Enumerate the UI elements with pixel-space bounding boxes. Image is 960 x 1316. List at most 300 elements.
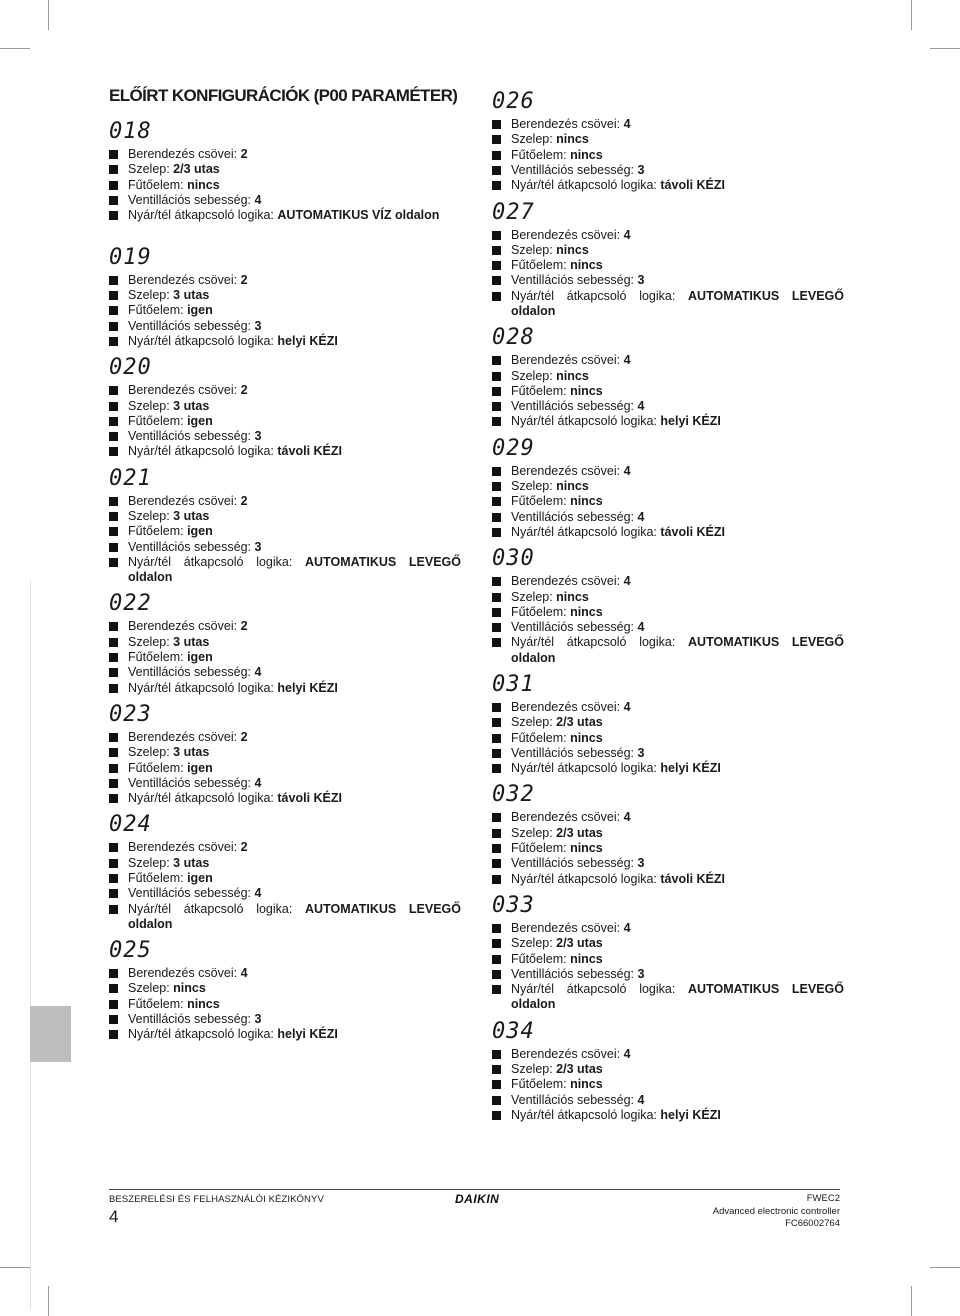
item-value: 2	[240, 493, 248, 508]
config-item	[492, 700, 844, 715]
bullet-icon	[109, 386, 118, 395]
item-label: Berendezés csövei:	[511, 117, 624, 131]
item-label: Nyár/tél átkapcsoló logika:	[128, 333, 278, 348]
bullet-icon	[492, 718, 501, 727]
item-value: 3 utas	[173, 745, 210, 760]
item-value: 3	[637, 745, 645, 760]
daikin-logo: DAIKIN	[455, 1192, 500, 1206]
bullet-icon	[492, 231, 501, 240]
item-label: Nyár/tél átkapcsoló logika:	[511, 982, 689, 997]
bullet-icon	[109, 733, 118, 742]
item-value: nincs	[187, 177, 220, 192]
bullet-icon	[492, 939, 501, 948]
config-item	[109, 208, 461, 223]
config-item	[109, 178, 461, 193]
item-value: 2	[240, 729, 248, 744]
config-code: 022	[109, 591, 152, 617]
item-label: Berendezés csövei:	[511, 699, 624, 714]
crop-mark	[48, 0, 49, 30]
crop-mark	[911, 1286, 912, 1316]
crop-mark	[930, 1267, 960, 1268]
item-value: 2/3 utas	[556, 1061, 603, 1076]
config-item	[492, 746, 844, 761]
bullet-icon	[492, 513, 501, 522]
item-value: igen	[187, 650, 213, 664]
config-item	[109, 193, 461, 208]
item-label: Fűtőelem:	[511, 730, 571, 745]
config-item	[109, 886, 461, 901]
item-value: AUTOMATIKUS LEVEGŐ oldalon	[128, 901, 461, 931]
config-item	[492, 590, 844, 605]
item-label: Fűtőelem:	[511, 1077, 571, 1092]
item-label: Berendezés csövei:	[128, 493, 241, 508]
chapter-tab	[30, 1006, 71, 1062]
item-label: Fűtőelem:	[511, 147, 571, 162]
bullet-icon	[492, 608, 501, 617]
item-value: 2	[240, 619, 248, 634]
item-label: Ventillációs sebesség:	[128, 886, 255, 901]
item-value: 3	[254, 429, 262, 444]
bullet-icon	[492, 764, 501, 773]
item-value: 3	[254, 539, 262, 554]
item-label: Szelep:	[511, 242, 557, 257]
item-value: AUTOMATIKUS LEVEGŐ oldalon	[511, 982, 844, 1012]
bullet-icon	[109, 558, 118, 567]
config-item	[492, 228, 844, 243]
item-value: 3	[637, 966, 645, 981]
item-label: Fűtőelem:	[511, 604, 571, 619]
item-label: Ventillációs sebesség:	[511, 745, 638, 760]
bullet-icon	[109, 684, 118, 693]
bullet-icon	[109, 905, 118, 914]
item-value: 4	[623, 810, 631, 825]
item-label: Fűtőelem:	[128, 871, 188, 885]
config-item	[109, 509, 461, 524]
config-item	[109, 776, 461, 791]
item-value: helyi KÉZI	[660, 1107, 721, 1122]
config-item	[109, 555, 461, 585]
config-code: 033	[492, 892, 535, 918]
config-item	[492, 872, 844, 887]
item-value: 4	[637, 399, 645, 414]
config-item	[492, 273, 844, 288]
bullet-icon	[109, 779, 118, 788]
bullet-icon	[109, 1015, 118, 1024]
item-label: Nyár/tél átkapcsoló logika:	[511, 414, 661, 429]
item-label: Berendezés csövei:	[128, 966, 241, 981]
item-label: Nyár/tél átkapcsoló logika:	[128, 208, 278, 223]
config-item	[492, 761, 844, 776]
item-value: helyi KÉZI	[660, 414, 721, 429]
config-item	[109, 745, 461, 760]
config-item	[492, 810, 844, 825]
doc-code: FC66002764	[785, 1218, 840, 1229]
config-item	[109, 761, 461, 776]
bullet-icon	[492, 135, 501, 144]
item-value: 3 utas	[173, 855, 210, 870]
bullet-icon	[492, 859, 501, 868]
item-label: Berendezés csövei:	[128, 840, 241, 855]
bullet-icon	[492, 875, 501, 884]
config-item	[109, 966, 461, 981]
item-value: 3 utas	[173, 398, 210, 413]
item-label: Berendezés csövei:	[128, 729, 241, 744]
item-value: 3	[254, 318, 262, 333]
item-label: Nyár/tél átkapcsoló logika:	[128, 791, 278, 806]
crop-mark	[48, 1286, 49, 1316]
bullet-icon	[109, 1030, 118, 1039]
item-value: AUTOMATIKUS LEVEGŐ oldalon	[511, 635, 844, 665]
item-value: igen	[187, 413, 213, 428]
bullet-icon	[109, 1000, 118, 1009]
config-item	[109, 856, 461, 871]
config-item	[492, 289, 844, 319]
item-label: Nyár/tél átkapcsoló logika:	[128, 554, 306, 569]
config-item	[492, 163, 844, 178]
config-item	[492, 826, 844, 841]
item-value: 4	[254, 665, 262, 680]
item-value: 3	[637, 273, 645, 288]
item-value: igen	[187, 524, 213, 539]
config-code: 023	[109, 701, 152, 727]
item-label: Fűtőelem:	[128, 303, 188, 318]
config-item	[109, 619, 461, 634]
item-label: Fűtőelem:	[511, 951, 571, 966]
config-item	[492, 1093, 844, 1108]
item-value: AUTOMATIKUS VÍZ oldalon	[277, 208, 440, 223]
item-label: Szelep:	[511, 1061, 557, 1076]
bullet-icon	[492, 528, 501, 537]
config-item	[109, 319, 461, 334]
item-value: igen	[187, 303, 213, 318]
config-item	[109, 383, 461, 398]
config-item	[492, 414, 844, 429]
bullet-icon	[109, 874, 118, 883]
item-label: Fűtőelem:	[511, 383, 571, 398]
item-label: Ventillációs sebesség:	[128, 318, 255, 333]
item-value: nincs	[570, 730, 603, 745]
item-label: Nyár/tél átkapcsoló logika:	[511, 524, 661, 539]
crop-mark	[0, 1267, 30, 1268]
bullet-icon	[109, 969, 118, 978]
bullet-icon	[109, 543, 118, 552]
item-value: 3	[637, 856, 645, 871]
item-value: 2	[240, 272, 248, 287]
bullet-icon	[109, 764, 118, 773]
config-item	[492, 510, 844, 525]
item-value: helyi KÉZI	[660, 761, 721, 776]
bullet-icon	[492, 1065, 501, 1074]
config-item	[492, 399, 844, 414]
config-code: 025	[109, 938, 152, 964]
item-value: távoli KÉZI	[277, 791, 342, 806]
item-label: Nyár/tél átkapcsoló logika:	[511, 635, 689, 650]
config-item	[109, 840, 461, 855]
config-item	[492, 635, 844, 665]
item-label: Ventillációs sebesség:	[511, 1092, 638, 1107]
config-item	[492, 856, 844, 871]
item-label: Fűtőelem:	[511, 841, 571, 855]
bullet-icon	[109, 432, 118, 441]
config-item	[109, 414, 461, 429]
item-label: Fűtőelem:	[511, 494, 571, 509]
item-value: AUTOMATIKUS LEVEGŐ oldalon	[511, 288, 844, 318]
bullet-icon	[109, 843, 118, 852]
item-value: nincs	[570, 841, 603, 855]
config-item	[109, 444, 461, 459]
config-item	[492, 479, 844, 494]
item-value: 3	[637, 162, 645, 177]
item-value: 3 utas	[173, 288, 210, 302]
item-label: Nyár/tél átkapcsoló logika:	[511, 871, 661, 886]
crop-mark	[911, 0, 912, 30]
item-label: Berendezés csövei:	[511, 463, 624, 478]
item-label: Fűtőelem:	[128, 524, 188, 539]
bullet-icon	[492, 372, 501, 381]
item-value: 4	[254, 886, 262, 901]
footer-info	[640, 1193, 840, 1231]
item-value: helyi KÉZI	[277, 333, 338, 348]
bullet-icon	[492, 387, 501, 396]
product-name: Advanced electronic controller	[712, 1205, 840, 1217]
item-value: 4	[623, 920, 631, 935]
item-value: 4	[637, 620, 645, 635]
item-label: Szelep:	[128, 509, 174, 523]
footer-rule	[109, 1189, 840, 1190]
bullet-icon	[492, 703, 501, 712]
item-label: Szelep:	[511, 715, 557, 730]
bullet-icon	[492, 749, 501, 758]
item-label: Berendezés csövei:	[511, 227, 624, 242]
config-item	[492, 967, 844, 982]
config-code: 020	[109, 355, 152, 381]
item-label: Ventillációs sebesség:	[128, 775, 255, 790]
bullet-icon	[109, 276, 118, 285]
item-value: távoli KÉZI	[660, 178, 725, 193]
config-code: 026	[492, 89, 535, 114]
item-label: Berendezés csövei:	[511, 810, 624, 825]
item-label: Fűtőelem:	[128, 650, 188, 664]
bullet-icon	[492, 482, 501, 491]
bullet-icon	[492, 1096, 501, 1105]
item-value: nincs	[556, 132, 589, 147]
config-item	[492, 464, 844, 479]
item-value: helyi KÉZI	[277, 1027, 338, 1042]
config-item	[492, 952, 844, 967]
item-label: Szelep:	[128, 745, 174, 760]
item-label: Fűtőelem:	[511, 258, 571, 273]
config-item	[109, 494, 461, 509]
config-item	[109, 334, 461, 349]
bullet-icon	[492, 246, 501, 255]
item-value: helyi KÉZI	[277, 680, 338, 695]
config-item	[109, 540, 461, 555]
config-item	[492, 525, 844, 540]
bullet-icon	[492, 924, 501, 933]
bullet-icon	[109, 794, 118, 803]
margin-line	[30, 580, 31, 1310]
bullet-icon	[109, 984, 118, 993]
item-label: Nyár/tél átkapcsoló logika:	[128, 901, 306, 916]
item-label: Ventillációs sebesség:	[511, 509, 638, 524]
bullet-icon	[492, 955, 501, 964]
item-label: Szelep:	[511, 368, 557, 383]
bullet-icon	[492, 356, 501, 365]
bullet-icon	[109, 211, 118, 220]
bullet-icon	[492, 467, 501, 476]
config-item	[492, 148, 844, 163]
config-item	[492, 982, 844, 1012]
item-value: 4	[623, 574, 631, 589]
bullet-icon	[492, 261, 501, 270]
config-code: 021	[109, 465, 152, 491]
item-value: 4	[637, 1092, 645, 1107]
bullet-icon	[492, 417, 501, 426]
bullet-icon	[109, 322, 118, 331]
config-item	[109, 429, 461, 444]
item-value: igen	[187, 871, 213, 885]
config-item	[109, 635, 461, 650]
item-label: Szelep:	[128, 634, 174, 649]
item-label: Ventillációs sebesség:	[511, 856, 638, 871]
config-item	[492, 117, 844, 132]
config-item	[492, 243, 844, 258]
config-item	[109, 902, 461, 932]
item-value: 4	[623, 1046, 631, 1061]
item-value: nincs	[570, 951, 603, 966]
item-value: 3	[254, 1012, 262, 1026]
config-item	[492, 731, 844, 746]
bullet-icon	[492, 497, 501, 506]
bullet-icon	[492, 638, 501, 647]
item-value: igen	[187, 760, 213, 775]
crop-mark	[930, 48, 960, 49]
item-label: Fűtőelem:	[128, 177, 188, 192]
item-label: Fűtőelem:	[128, 996, 188, 1011]
bullet-icon	[492, 276, 501, 285]
config-code: 032	[492, 782, 535, 808]
config-code: 019	[109, 244, 152, 270]
config-item	[492, 620, 844, 635]
bullet-icon	[109, 748, 118, 757]
item-label: Nyár/tél átkapcsoló logika:	[511, 761, 661, 776]
bullet-icon	[492, 402, 501, 411]
item-value: 2/3 utas	[556, 936, 603, 951]
item-label: Ventillációs sebesség:	[511, 273, 638, 288]
config-item	[492, 494, 844, 509]
config-item	[109, 524, 461, 539]
bullet-icon	[492, 1111, 501, 1120]
bullet-icon	[492, 166, 501, 175]
config-item	[492, 384, 844, 399]
item-label: Berendezés csövei:	[511, 574, 624, 589]
item-value: távoli KÉZI	[660, 871, 725, 886]
item-label: Ventillációs sebesség:	[511, 620, 638, 635]
item-label: Ventillációs sebesség:	[128, 1012, 255, 1026]
item-value: nincs	[570, 258, 603, 273]
item-label: Szelep:	[511, 825, 557, 840]
page-title: ELŐÍRT KONFIGURÁCIÓK (P00 PARAMÉTER)	[109, 86, 458, 105]
item-label: Berendezés csövei:	[128, 272, 241, 287]
item-value: 2	[240, 840, 248, 855]
item-label: Berendezés csövei:	[511, 353, 624, 368]
bullet-icon	[492, 1050, 501, 1059]
bullet-icon	[109, 165, 118, 174]
item-label: Nyár/tél átkapcsoló logika:	[511, 1107, 661, 1122]
config-item	[492, 921, 844, 936]
model-name: FWEC2	[806, 1193, 840, 1204]
item-label: Fűtőelem:	[128, 413, 188, 428]
config-item	[492, 605, 844, 620]
bullet-icon	[109, 497, 118, 506]
item-label: Berendezés csövei:	[128, 383, 241, 398]
item-value: nincs	[556, 589, 589, 604]
config-code: 029	[492, 435, 535, 461]
bullet-icon	[492, 623, 501, 632]
config-item	[492, 1047, 844, 1062]
item-value: nincs	[556, 479, 589, 493]
item-label: Nyár/tél átkapcsoló logika:	[128, 1027, 278, 1042]
item-label: Berendezés csövei:	[128, 619, 241, 634]
bullet-icon	[109, 653, 118, 662]
item-value: távoli KÉZI	[277, 444, 342, 459]
item-label: Berendezés csövei:	[128, 147, 241, 161]
config-code: 024	[109, 812, 152, 838]
config-item	[492, 715, 844, 730]
item-label: Berendezés csövei:	[511, 1046, 624, 1061]
bullet-icon	[109, 622, 118, 631]
bullet-icon	[492, 292, 501, 301]
config-item	[109, 871, 461, 886]
bullet-icon	[492, 813, 501, 822]
config-item	[109, 1027, 461, 1042]
item-label: Szelep:	[128, 981, 174, 996]
crop-mark	[0, 48, 30, 49]
item-label: Ventillációs sebesség:	[511, 966, 638, 981]
bullet-icon	[492, 120, 501, 129]
bullet-icon	[109, 306, 118, 315]
config-item	[109, 791, 461, 806]
item-value: 2/3 utas	[556, 715, 603, 730]
item-value: 4	[240, 966, 248, 981]
item-value: nincs	[570, 1077, 603, 1092]
item-value: 2	[240, 147, 248, 161]
config-item	[492, 132, 844, 147]
bullet-icon	[109, 889, 118, 898]
config-item	[109, 997, 461, 1012]
config-item	[109, 303, 461, 318]
page-number: 4	[109, 1207, 119, 1226]
item-value: 4	[623, 353, 631, 368]
item-label: Berendezés csövei:	[511, 920, 624, 935]
config-item	[109, 665, 461, 680]
config-item	[109, 162, 461, 177]
config-code: 018	[109, 119, 152, 144]
item-label: Nyár/tél átkapcsoló logika:	[511, 288, 689, 303]
bullet-icon	[109, 181, 118, 190]
config-item	[492, 1062, 844, 1077]
config-code: 031	[492, 671, 535, 697]
item-label: Szelep:	[511, 132, 557, 147]
item-label: Szelep:	[128, 398, 174, 413]
config-item	[109, 273, 461, 288]
config-item	[109, 288, 461, 303]
item-label: Nyár/tél átkapcsoló logika:	[128, 444, 278, 459]
item-value: 4	[623, 463, 631, 478]
bullet-icon	[492, 151, 501, 160]
bullet-icon	[109, 150, 118, 159]
bullet-icon	[109, 859, 118, 868]
